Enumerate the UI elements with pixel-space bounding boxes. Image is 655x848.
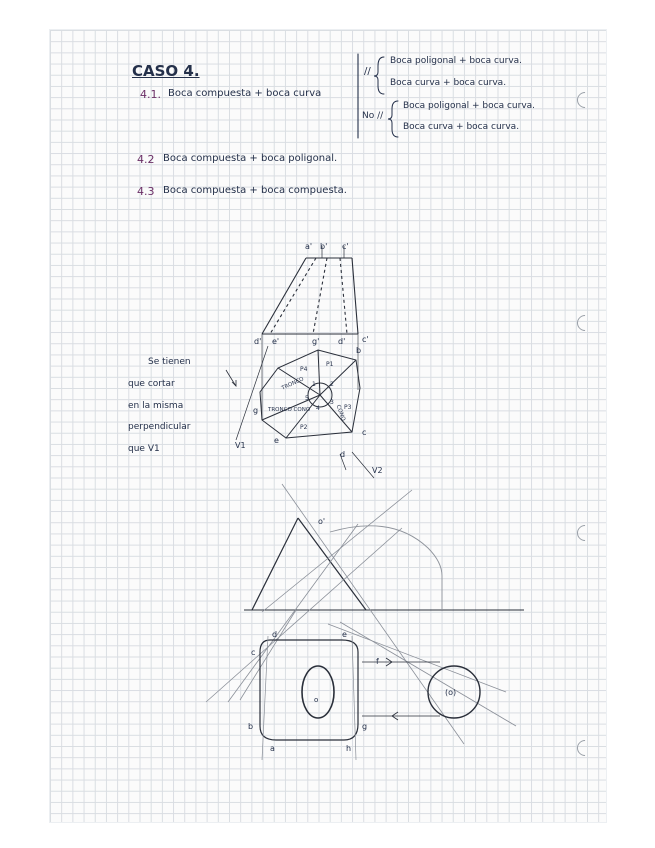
region-label: P4 bbox=[300, 366, 308, 373]
non-parallel-bracket bbox=[388, 101, 398, 137]
region-label: 3 bbox=[330, 399, 334, 406]
diagram-1-label: c' bbox=[362, 335, 369, 344]
diagram-1-label: b bbox=[356, 346, 362, 355]
note-line-2: que cortar bbox=[128, 379, 175, 389]
note-line-3: en la misma bbox=[128, 401, 184, 411]
diagram-2-label: d bbox=[272, 630, 278, 639]
ellipse-center-label: o bbox=[314, 696, 319, 704]
diagram-2-label: b bbox=[248, 722, 254, 731]
apex-label: o' bbox=[318, 517, 326, 526]
parallel-option-1: Boca poligonal + boca curva. bbox=[390, 56, 523, 66]
section-4-3-number: 4.3 bbox=[137, 185, 155, 198]
region-label: P3 bbox=[344, 404, 352, 411]
region-label: 5 bbox=[305, 395, 309, 402]
section-4-1-text: Boca compuesta + boca curva bbox=[168, 88, 322, 99]
diagram-1-label: e' bbox=[272, 337, 280, 346]
note-line-4: perpendicular bbox=[128, 422, 191, 432]
diagram-2-label: a bbox=[270, 744, 275, 753]
diagram-2-plan bbox=[260, 636, 480, 760]
diagram-1-label: b' bbox=[320, 242, 328, 251]
view-label: V2 bbox=[372, 466, 383, 475]
diagram-1-label: g bbox=[253, 406, 259, 415]
diagram-2-label: e bbox=[342, 630, 347, 639]
parallel-symbol: // bbox=[364, 66, 371, 77]
diagram-1-label: d' bbox=[338, 337, 346, 346]
region-label: 2 bbox=[330, 381, 334, 388]
non-parallel-symbol: No // bbox=[362, 111, 384, 121]
region-label: 4 bbox=[316, 405, 320, 412]
note-line-1: Se tienen bbox=[148, 357, 191, 367]
page-heading: CASO 4. bbox=[132, 62, 200, 80]
non-parallel-option-2: Boca curva + boca curva. bbox=[403, 122, 520, 132]
diagram-1-label: e bbox=[274, 436, 279, 445]
section-4-1-number: 4.1. bbox=[140, 88, 161, 101]
diagram-1-label: c' bbox=[342, 242, 349, 251]
section-4-3-text: Boca compuesta + boca compuesta. bbox=[163, 185, 347, 196]
non-parallel-option-1: Boca poligonal + boca curva. bbox=[403, 101, 536, 111]
diagram-1-label: d' bbox=[254, 337, 262, 346]
region-label: TRONCO CONO bbox=[268, 407, 311, 413]
section-4-2-text: Boca compuesta + boca poligonal. bbox=[163, 153, 338, 164]
section-4-2-number: 4.2 bbox=[137, 153, 155, 166]
diagram-2-label: c bbox=[251, 648, 256, 657]
diagram-2-construction bbox=[206, 484, 516, 744]
region-label: P2 bbox=[300, 424, 308, 431]
region-label: CONO bbox=[334, 404, 346, 422]
parallel-option-2: Boca curva + boca curva. bbox=[390, 78, 507, 88]
diagram-2-elevation bbox=[244, 518, 524, 610]
note-line-5: que V1 bbox=[128, 444, 160, 454]
diagram-1-label: g' bbox=[312, 337, 320, 346]
region-label: P1 bbox=[326, 361, 334, 368]
diagram-2-label: h bbox=[346, 744, 352, 753]
diagram-1-label: a' bbox=[305, 242, 313, 251]
diagram-2-label: g bbox=[362, 722, 368, 731]
circle-label: (o) bbox=[445, 688, 457, 697]
diagram-1-elevation bbox=[262, 246, 358, 334]
region-label: TRONCO bbox=[280, 376, 305, 392]
diagram-2-label: f bbox=[376, 657, 379, 666]
diagram-1-label: c bbox=[362, 428, 367, 437]
diagram-1-plan bbox=[226, 334, 374, 478]
view-label: V1 bbox=[235, 441, 246, 450]
region-label: 1 bbox=[312, 381, 316, 388]
parallel-bracket bbox=[374, 57, 384, 94]
diagram-1-label: d bbox=[340, 450, 346, 459]
